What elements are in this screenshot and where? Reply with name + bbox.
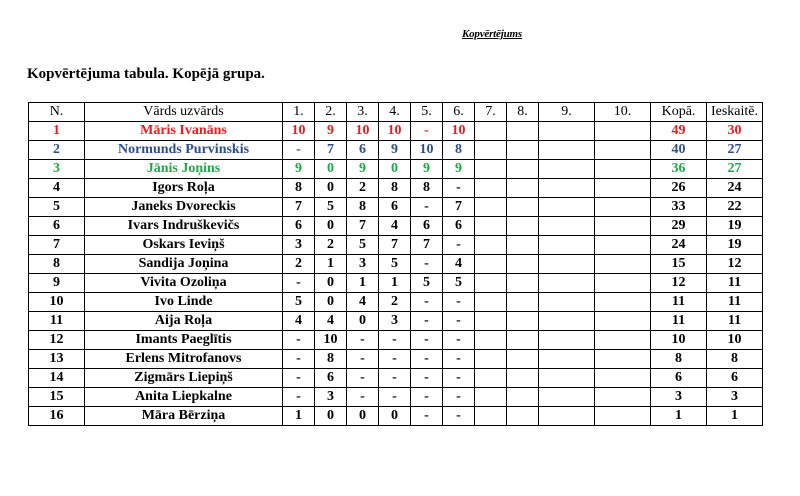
counted-cell: 8: [707, 350, 763, 369]
rank-cell: 14: [29, 369, 85, 388]
counted-cell: 24: [707, 179, 763, 198]
counted-cell: 19: [707, 236, 763, 255]
table-row: [29, 350, 763, 369]
name-cell: Māris Ivanāns: [85, 122, 283, 141]
stage-5-cell: -: [411, 293, 443, 312]
table-row: [29, 236, 763, 255]
stage-3-cell: 4: [347, 293, 379, 312]
stage-9-cell: [539, 312, 595, 331]
stage-8-cell: [507, 236, 539, 255]
stage-6-cell: -: [443, 293, 475, 312]
stage-3-cell: 2: [347, 179, 379, 198]
stage-3-cell: -: [347, 388, 379, 407]
stage-5-cell: -: [411, 198, 443, 217]
total-cell: 10: [651, 331, 707, 350]
rank-cell: 3: [29, 160, 85, 179]
stage-5-cell: 9: [411, 160, 443, 179]
stage-7-cell: [475, 331, 507, 350]
stage-6-cell: 7: [443, 198, 475, 217]
stage-5-cell: -: [411, 331, 443, 350]
table-row: [29, 331, 763, 350]
total-cell: 33: [651, 198, 707, 217]
stage-10-cell: [595, 179, 651, 198]
stage-7-cell: [475, 217, 507, 236]
rank-cell: 10: [29, 293, 85, 312]
name-cell: Anita Liepkalne: [85, 388, 283, 407]
stage-1-cell: 4: [283, 312, 315, 331]
counted-cell: 11: [707, 293, 763, 312]
stage-4-cell: 8: [379, 179, 411, 198]
total-cell: 1: [651, 407, 707, 426]
total-cell: 40: [651, 141, 707, 160]
counted-cell: 1: [707, 407, 763, 426]
total-cell: 12: [651, 274, 707, 293]
rank-cell: 1: [29, 122, 85, 141]
stage-9-cell: [539, 217, 595, 236]
stage-9-cell: [539, 198, 595, 217]
stage-9-cell: [539, 141, 595, 160]
stage-5-cell: 6: [411, 217, 443, 236]
name-cell: Māra Bērziņa: [85, 407, 283, 426]
stage-1-cell: -: [283, 141, 315, 160]
stage-8-cell: [507, 331, 539, 350]
table-header-row: [29, 103, 763, 122]
counted-cell: 12: [707, 255, 763, 274]
stage-3-cell: -: [347, 350, 379, 369]
stage-2-cell: 2: [315, 236, 347, 255]
stage-6-cell: -: [443, 369, 475, 388]
stage-1-cell: 3: [283, 236, 315, 255]
stage-10-cell: [595, 369, 651, 388]
table-row: [29, 293, 763, 312]
stage-10-cell: [595, 407, 651, 426]
results-body: [29, 122, 763, 426]
name-cell: Zigmārs Liepiņš: [85, 369, 283, 388]
total-cell: 3: [651, 388, 707, 407]
stage-2-cell: 0: [315, 160, 347, 179]
stage-2-cell: 0: [315, 217, 347, 236]
stage-4-cell: 0: [379, 160, 411, 179]
stage-2-cell: 0: [315, 274, 347, 293]
rank-cell: 7: [29, 236, 85, 255]
rank-cell: 13: [29, 350, 85, 369]
stage-9-cell: [539, 350, 595, 369]
stage-10-cell: [595, 331, 651, 350]
stage-4-cell: 4: [379, 217, 411, 236]
stage-8-cell: [507, 122, 539, 141]
rank-cell: 8: [29, 255, 85, 274]
stage-2-cell: 0: [315, 179, 347, 198]
stage-3-cell: 0: [347, 407, 379, 426]
stage-9-cell: [539, 255, 595, 274]
table-row: [29, 407, 763, 426]
stage-3-cell: 7: [347, 217, 379, 236]
stage-5-cell: -: [411, 407, 443, 426]
stage-4-cell: 9: [379, 141, 411, 160]
stage-1-cell: -: [283, 331, 315, 350]
counted-cell: 27: [707, 160, 763, 179]
stage-9-cell: [539, 331, 595, 350]
stage-1-cell: 5: [283, 293, 315, 312]
name-cell: Sandija Joņina: [85, 255, 283, 274]
stage-4-cell: 10: [379, 122, 411, 141]
stage-9-cell: [539, 122, 595, 141]
stage-1-cell: 7: [283, 198, 315, 217]
stage-3-cell: -: [347, 331, 379, 350]
stage-2-cell: 0: [315, 293, 347, 312]
stage-2-cell: 8: [315, 350, 347, 369]
rank-cell: 11: [29, 312, 85, 331]
stage-7-cell: [475, 369, 507, 388]
stage-8-cell: [507, 141, 539, 160]
counted-cell: 3: [707, 388, 763, 407]
stage-8-cell: [507, 369, 539, 388]
stage-7-cell: [475, 312, 507, 331]
stage-1-cell: -: [283, 369, 315, 388]
header-stage-2: 2.: [315, 103, 347, 122]
header-total: Kopā.: [651, 103, 707, 122]
header-name: Vārds uzvārds: [85, 103, 283, 122]
stage-6-cell: -: [443, 350, 475, 369]
counted-cell: 30: [707, 122, 763, 141]
stage-4-cell: -: [379, 388, 411, 407]
stage-2-cell: 0: [315, 407, 347, 426]
stage-4-cell: -: [379, 331, 411, 350]
stage-10-cell: [595, 293, 651, 312]
stage-9-cell: [539, 369, 595, 388]
stage-4-cell: 5: [379, 255, 411, 274]
stage-9-cell: [539, 160, 595, 179]
total-cell: 29: [651, 217, 707, 236]
header-counted: Ieskaitē.: [707, 103, 763, 122]
stage-3-cell: 10: [347, 122, 379, 141]
stage-6-cell: 5: [443, 274, 475, 293]
stage-10-cell: [595, 141, 651, 160]
header-stage-8: 8.: [507, 103, 539, 122]
stage-10-cell: [595, 255, 651, 274]
header-stage-6: 6.: [443, 103, 475, 122]
stage-5-cell: -: [411, 255, 443, 274]
name-cell: Ivo Linde: [85, 293, 283, 312]
stage-5-cell: -: [411, 350, 443, 369]
stage-6-cell: 8: [443, 141, 475, 160]
name-cell: Janeks Dvoreckis: [85, 198, 283, 217]
stage-10-cell: [595, 236, 651, 255]
table-row: [29, 217, 763, 236]
stage-10-cell: [595, 122, 651, 141]
stage-3-cell: 8: [347, 198, 379, 217]
stage-6-cell: 6: [443, 217, 475, 236]
stage-3-cell: 5: [347, 236, 379, 255]
rank-cell: 12: [29, 331, 85, 350]
stage-9-cell: [539, 293, 595, 312]
rank-cell: 6: [29, 217, 85, 236]
rank-cell: 15: [29, 388, 85, 407]
header-stage-7: 7.: [475, 103, 507, 122]
table-row: [29, 369, 763, 388]
stage-5-cell: -: [411, 312, 443, 331]
stage-4-cell: -: [379, 369, 411, 388]
stage-8-cell: [507, 312, 539, 331]
stage-6-cell: -: [443, 179, 475, 198]
stage-5-cell: -: [411, 388, 443, 407]
header-stage-3: 3.: [347, 103, 379, 122]
total-cell: 11: [651, 293, 707, 312]
stage-1-cell: -: [283, 274, 315, 293]
stage-8-cell: [507, 179, 539, 198]
stage-1-cell: 6: [283, 217, 315, 236]
total-cell: 6: [651, 369, 707, 388]
stage-4-cell: -: [379, 350, 411, 369]
stage-3-cell: -: [347, 369, 379, 388]
stage-7-cell: [475, 122, 507, 141]
table-row: [29, 179, 763, 198]
stage-2-cell: 7: [315, 141, 347, 160]
stage-7-cell: [475, 236, 507, 255]
table-row: [29, 274, 763, 293]
stage-10-cell: [595, 160, 651, 179]
name-cell: Oskars Ieviņš: [85, 236, 283, 255]
stage-3-cell: 6: [347, 141, 379, 160]
stage-8-cell: [507, 255, 539, 274]
counted-cell: 27: [707, 141, 763, 160]
name-cell: Jānis Joņins: [85, 160, 283, 179]
table-row: [29, 198, 763, 217]
counted-cell: 6: [707, 369, 763, 388]
stage-9-cell: [539, 388, 595, 407]
stage-7-cell: [475, 274, 507, 293]
total-cell: 15: [651, 255, 707, 274]
rank-cell: 16: [29, 407, 85, 426]
stage-3-cell: 9: [347, 160, 379, 179]
header-number: N.: [29, 103, 85, 122]
stage-6-cell: -: [443, 388, 475, 407]
total-cell: 24: [651, 236, 707, 255]
total-cell: 11: [651, 312, 707, 331]
name-cell: Igors Roļa: [85, 179, 283, 198]
stage-2-cell: 5: [315, 198, 347, 217]
table-row: [29, 255, 763, 274]
stage-9-cell: [539, 179, 595, 198]
header-stage-10: 10.: [595, 103, 651, 122]
stage-6-cell: -: [443, 312, 475, 331]
stage-6-cell: -: [443, 407, 475, 426]
total-cell: 49: [651, 122, 707, 141]
stage-6-cell: 4: [443, 255, 475, 274]
stage-6-cell: 10: [443, 122, 475, 141]
rank-cell: 4: [29, 179, 85, 198]
stage-6-cell: -: [443, 331, 475, 350]
stage-10-cell: [595, 388, 651, 407]
stage-10-cell: [595, 198, 651, 217]
stage-7-cell: [475, 388, 507, 407]
counted-cell: 11: [707, 274, 763, 293]
header-stage-4: 4.: [379, 103, 411, 122]
stage-7-cell: [475, 198, 507, 217]
document-title: Kopvērtējums: [462, 28, 522, 40]
stage-8-cell: [507, 274, 539, 293]
stage-2-cell: 9: [315, 122, 347, 141]
stage-4-cell: 3: [379, 312, 411, 331]
stage-1-cell: 8: [283, 179, 315, 198]
stage-8-cell: [507, 407, 539, 426]
stage-7-cell: [475, 255, 507, 274]
stage-5-cell: 10: [411, 141, 443, 160]
stage-10-cell: [595, 274, 651, 293]
header-stage-5: 5.: [411, 103, 443, 122]
stage-10-cell: [595, 217, 651, 236]
stage-6-cell: 9: [443, 160, 475, 179]
header-stage-1: 1.: [283, 103, 315, 122]
stage-8-cell: [507, 293, 539, 312]
name-cell: Imants Paeglītis: [85, 331, 283, 350]
stage-5-cell: 7: [411, 236, 443, 255]
total-cell: 26: [651, 179, 707, 198]
stage-4-cell: 6: [379, 198, 411, 217]
table-row: [29, 141, 763, 160]
stage-9-cell: [539, 407, 595, 426]
stage-2-cell: 6: [315, 369, 347, 388]
table-row: [29, 388, 763, 407]
name-cell: Aija Roļa: [85, 312, 283, 331]
stage-4-cell: 2: [379, 293, 411, 312]
header-stage-9: 9.: [539, 103, 595, 122]
stage-4-cell: 0: [379, 407, 411, 426]
stage-6-cell: -: [443, 236, 475, 255]
stage-1-cell: 9: [283, 160, 315, 179]
stage-3-cell: 1: [347, 274, 379, 293]
name-cell: Normunds Purvinskis: [85, 141, 283, 160]
stage-7-cell: [475, 179, 507, 198]
total-cell: 36: [651, 160, 707, 179]
counted-cell: 10: [707, 331, 763, 350]
table-subtitle: Kopvērtējuma tabula. Kopējā grupa.: [27, 66, 265, 82]
counted-cell: 19: [707, 217, 763, 236]
stage-2-cell: 3: [315, 388, 347, 407]
stage-1-cell: 2: [283, 255, 315, 274]
stage-7-cell: [475, 160, 507, 179]
stage-1-cell: 10: [283, 122, 315, 141]
stage-5-cell: -: [411, 369, 443, 388]
stage-5-cell: -: [411, 122, 443, 141]
name-cell: Erlens Mitrofanovs: [85, 350, 283, 369]
stage-1-cell: 1: [283, 407, 315, 426]
stage-5-cell: 5: [411, 274, 443, 293]
stage-8-cell: [507, 217, 539, 236]
total-cell: 8: [651, 350, 707, 369]
stage-2-cell: 4: [315, 312, 347, 331]
stage-7-cell: [475, 407, 507, 426]
stage-10-cell: [595, 350, 651, 369]
stage-4-cell: 7: [379, 236, 411, 255]
counted-cell: 22: [707, 198, 763, 217]
counted-cell: 11: [707, 312, 763, 331]
table-row: [29, 122, 763, 141]
table-row: [29, 160, 763, 179]
stage-7-cell: [475, 141, 507, 160]
stage-8-cell: [507, 350, 539, 369]
stage-7-cell: [475, 350, 507, 369]
stage-2-cell: 10: [315, 331, 347, 350]
stage-3-cell: 3: [347, 255, 379, 274]
stage-9-cell: [539, 274, 595, 293]
stage-7-cell: [475, 293, 507, 312]
name-cell: Vivita Ozoliņa: [85, 274, 283, 293]
stage-8-cell: [507, 160, 539, 179]
stage-8-cell: [507, 388, 539, 407]
stage-8-cell: [507, 198, 539, 217]
stage-5-cell: 8: [411, 179, 443, 198]
stage-1-cell: -: [283, 388, 315, 407]
stage-1-cell: -: [283, 350, 315, 369]
rank-cell: 5: [29, 198, 85, 217]
stage-4-cell: 1: [379, 274, 411, 293]
table-row: [29, 312, 763, 331]
stage-3-cell: 0: [347, 312, 379, 331]
name-cell: Ivars Indruškevičs: [85, 217, 283, 236]
stage-9-cell: [539, 236, 595, 255]
stage-2-cell: 1: [315, 255, 347, 274]
stage-10-cell: [595, 312, 651, 331]
rank-cell: 2: [29, 141, 85, 160]
rank-cell: 9: [29, 274, 85, 293]
results-table: [28, 102, 763, 426]
